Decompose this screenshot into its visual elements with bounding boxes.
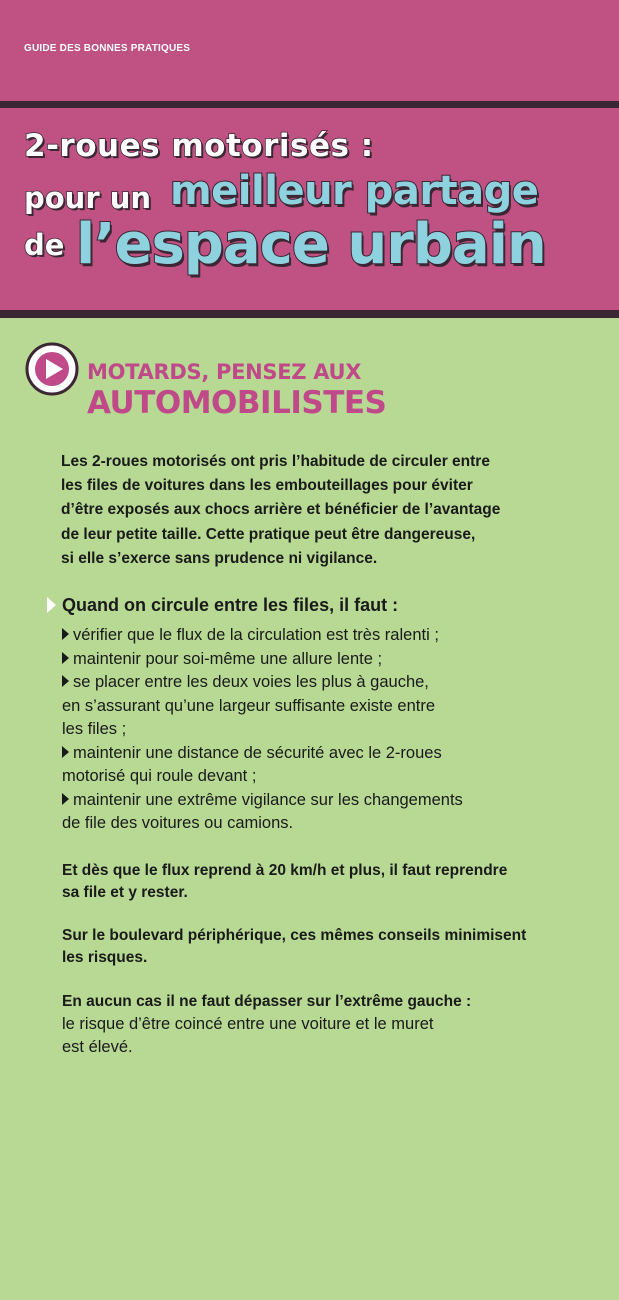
intro-line: d’être exposés aux chocs arrière et bénéficier de l’avantage xyxy=(61,501,501,519)
bullet-arrow-icon xyxy=(62,652,69,664)
guide-kicker: GUIDE DES BONNES PRATIQUES xyxy=(24,43,191,54)
bullet-arrow-icon xyxy=(62,793,69,805)
title-line-3-big: l’espace urbain xyxy=(76,212,546,277)
list-item: vérifier que le flux de la circulation est très ralenti ; xyxy=(62,624,463,648)
header-divider-top xyxy=(0,101,619,108)
title-line-2-small: pour un xyxy=(24,181,152,215)
header-banner xyxy=(0,0,619,316)
warning-bold: En aucun cas il ne faut dépasser sur l’extrême gauche : xyxy=(62,993,472,1010)
list-item: maintenir une extrême vigilance sur les changements xyxy=(62,789,463,813)
list-item-continuation: en s’assurant qu’une largeur suffisante existe entre xyxy=(62,696,436,715)
title-line-2-big: meilleur partage xyxy=(170,168,539,214)
bullet-arrow-icon xyxy=(62,628,69,640)
bullet-arrow-icon xyxy=(62,675,69,687)
title-line-1: 2-roues motorisés : xyxy=(24,128,374,164)
intro-paragraph xyxy=(61,450,561,571)
subheading xyxy=(47,595,398,616)
intro-line: de leur petite taille. Cette pratique peut être dangereuse, xyxy=(61,525,476,543)
header-divider-bottom xyxy=(0,310,619,318)
list-item-continuation: de file des voitures ou camions. xyxy=(62,814,294,832)
list-item: maintenir pour soi-même une allure lente ; xyxy=(62,648,463,672)
play-circle-icon xyxy=(24,341,80,397)
paragraph-peripherique: Sur le boulevard périphérique, ces mêmes conseils minimisent les risques. xyxy=(62,927,527,966)
list-item: maintenir une distance de sécurité avec le 2-roues xyxy=(62,742,463,766)
list-item-continuation: les files ; xyxy=(62,720,127,738)
title-line-3-small: de xyxy=(24,228,65,262)
triangle-marker-icon xyxy=(47,597,56,613)
paragraph-speed: Et dès que le flux reprend à 20 km/h et plus, il faut reprendre sa file et y rester. xyxy=(62,862,508,901)
bullet-list xyxy=(62,624,463,836)
bullet-arrow-icon xyxy=(62,746,69,758)
list-item-continuation: motorisé qui roule devant ; xyxy=(62,767,257,785)
intro-line: Les 2-roues motorisés ont pris l’habitude de circuler entre xyxy=(61,453,490,470)
list-item: se placer entre les deux voies les plus à gauche, xyxy=(62,671,463,695)
subheading-text: Quand on circule entre les files, il faut : xyxy=(62,595,399,615)
paragraph-warning: En aucun cas il ne faut dépasser sur l’extrême gauche : le risque d’être coincé entre une voiture et le muret est élevé. xyxy=(62,993,472,1056)
intro-line: les files de voitures dans les embouteillages pour éviter xyxy=(61,477,473,495)
section-heading-line-1: MOTARDS, PENSEZ AUX xyxy=(87,360,362,384)
intro-line: si elle s’exerce sans prudence ni vigilance. xyxy=(61,549,378,567)
section-heading-line-2: AUTOMOBILISTES xyxy=(87,385,387,421)
